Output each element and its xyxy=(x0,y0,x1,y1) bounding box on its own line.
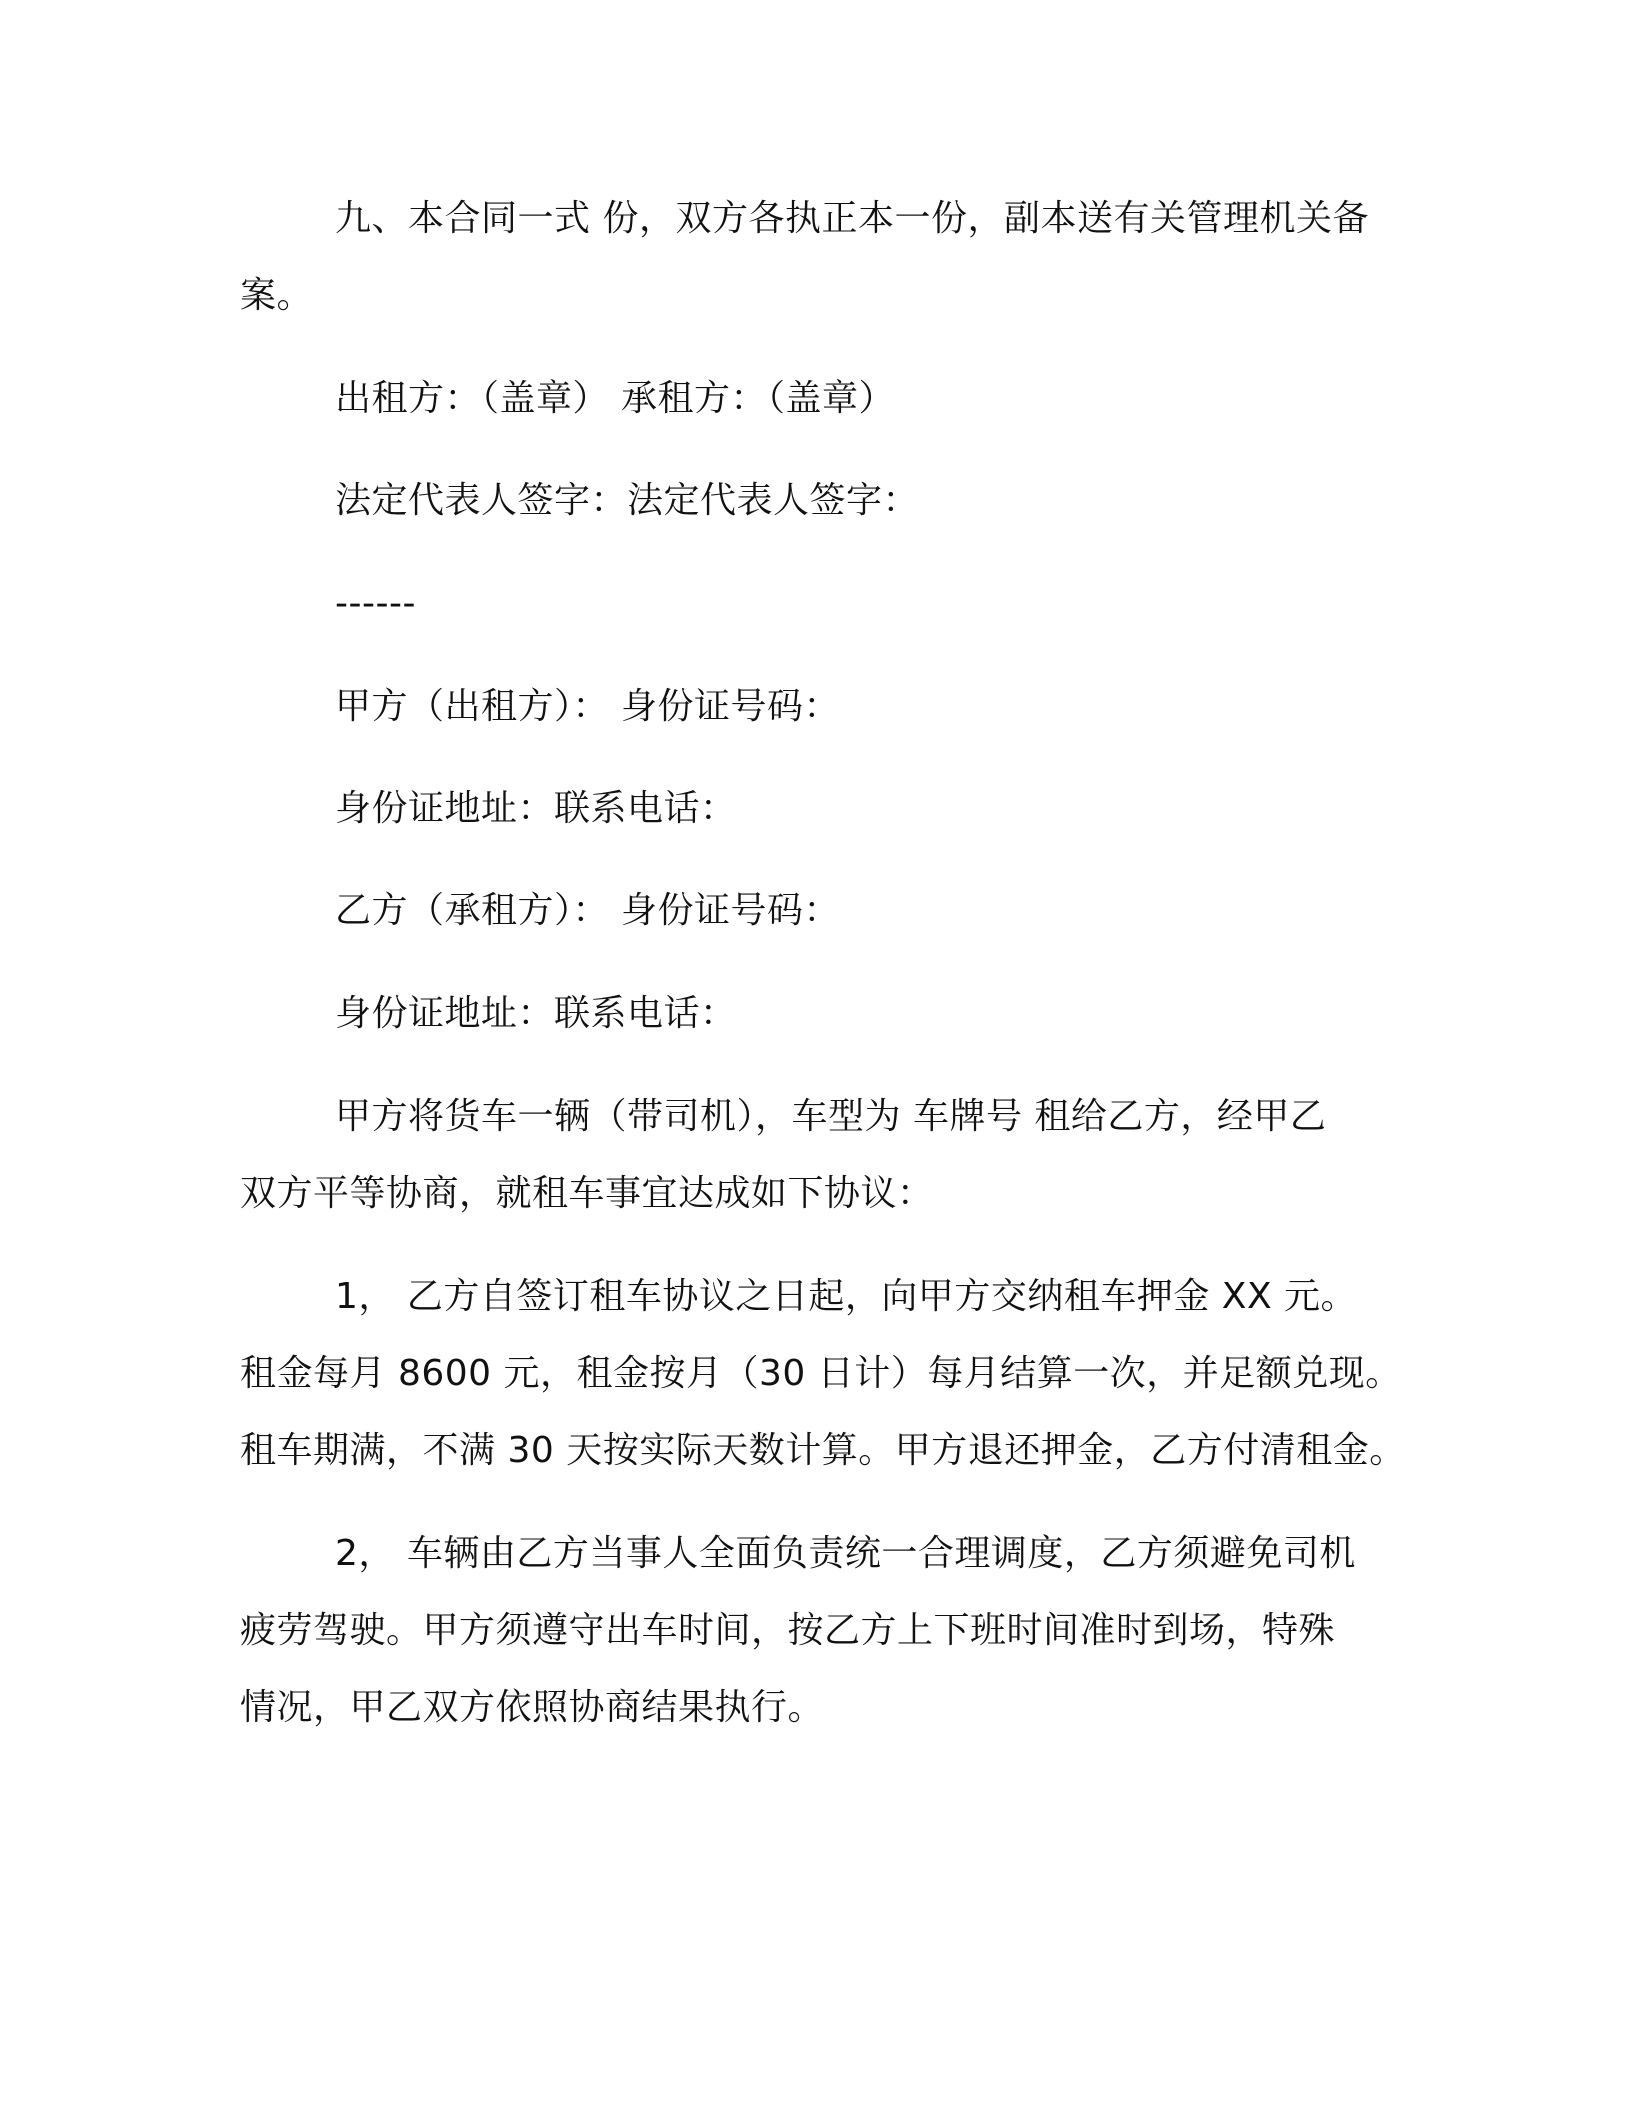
agreement-intro-line-1: 甲方将货车一辆（带司机），车型为 车牌号 租给乙方，经甲乙 xyxy=(335,1096,1327,1137)
section-divider xyxy=(240,565,1400,642)
party-a-id-text: 甲方（出租方）： 身份证号码： xyxy=(335,686,840,727)
party-b-id-text: 乙方（承租方）： 身份证号码： xyxy=(335,890,840,931)
party-a-contact-text: 身份证地址：联系电话： xyxy=(335,788,737,829)
party-a-id-line xyxy=(240,668,1400,745)
clause-item-1-line-3: 租车期满，不满 30 天按实际天数计算。甲方退还押金，乙方付清租金。 xyxy=(240,1430,1406,1471)
clause-nine-line-2: 案。 xyxy=(240,275,314,316)
clause-item-2-line-3: 情况，甲乙双方依照协商结果执行。 xyxy=(240,1687,825,1728)
seal-line xyxy=(240,360,1400,437)
clause-item-1-line-1: 1， 乙方自签订租车协议之日起，向甲方交纳租车押金 XX 元。 xyxy=(335,1276,1358,1317)
clause-nine-line-1: 九、本合同一式 份，双方各执正本一份，副本送有关管理机关备 xyxy=(335,198,1369,239)
seal-line-text: 出租方：（盖章） 承租方：（盖章） xyxy=(335,378,895,419)
party-b-contact-text: 身份证地址：联系电话： xyxy=(335,993,737,1034)
clause-nine xyxy=(240,180,1400,334)
clause-item-2-line-1: 2， 车辆由乙方当事人全面负责统一合理调度，乙方须避免司机 xyxy=(335,1533,1356,1574)
party-a-contact-line xyxy=(240,770,1400,847)
clause-item-1-line-2: 租金每月 8600 元，租金按月（30 日计）每月结算一次，并足额兑现。 xyxy=(240,1353,1402,1394)
section-divider-text: ------ xyxy=(335,583,416,624)
clause-item-2-line-2: 疲劳驾驶。甲方须遵守出车时间，按乙方上下班时间准时到场，特殊 xyxy=(240,1610,1336,1651)
representative-signature-text: 法定代表人签字：法定代表人签字： xyxy=(335,480,920,521)
clause-item-1 xyxy=(240,1258,1406,1489)
clause-item-2 xyxy=(240,1515,1400,1746)
party-b-contact-line xyxy=(240,975,1400,1052)
agreement-intro xyxy=(240,1078,1400,1232)
agreement-intro-line-2: 双方平等协商，就租车事宜达成如下协议： xyxy=(240,1173,934,1214)
representative-signature-line xyxy=(240,462,1400,539)
party-b-id-line xyxy=(240,872,1400,949)
